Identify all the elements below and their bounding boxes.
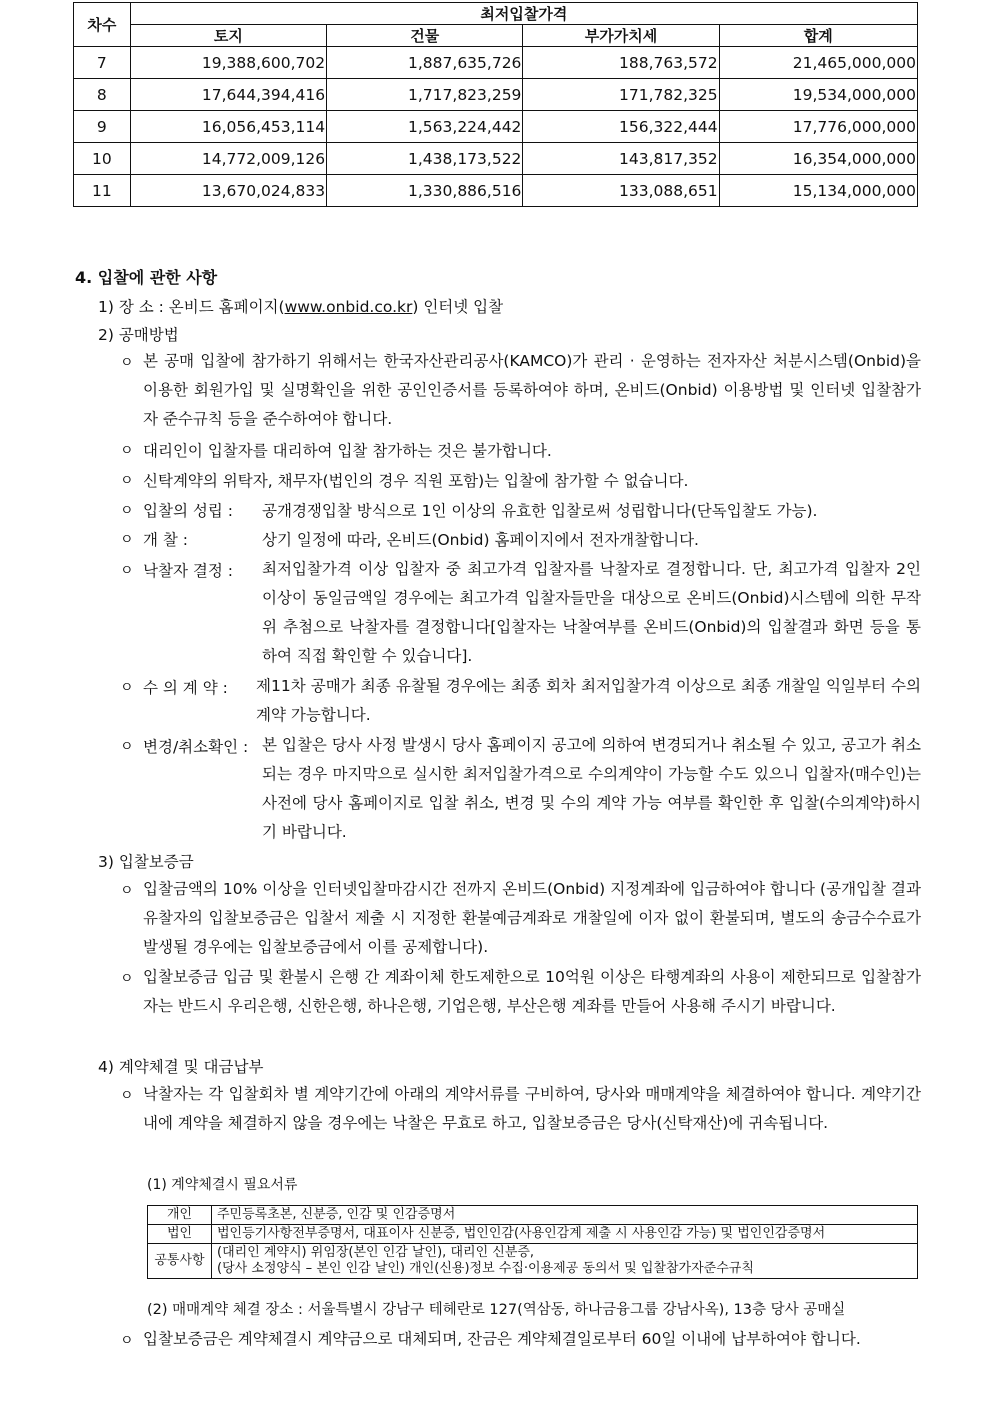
location-prefix: 1) 장 소 : 온비드 홈페이지( <box>98 298 285 316</box>
bullet-icon: ㅇ <box>120 680 134 696</box>
table-row <box>148 1206 918 1225</box>
text-bid-formation: 공개경쟁입찰 방식으로 1인 이상의 유효한 입찰로써 성립합니다(단독입찰도 가능). <box>262 502 818 520</box>
bullet-icon: ㅇ <box>120 532 134 548</box>
label-opening: 개 찰 : <box>143 531 189 549</box>
contract-paragraph-2: 입찰보증금은 계약체결시 계약금으로 대체되며, 잔금은 계약체결일로부터 60일 이내에 납부하여야 합니다. <box>143 1330 861 1348</box>
required-docs-heading: (1) 계약체결시 필요서류 <box>147 1177 298 1193</box>
bullet-icon: ㅇ <box>120 1088 134 1104</box>
cell-building: 1,438,173,522 <box>327 143 523 175</box>
cell-land: 13,670,024,833 <box>130 175 326 207</box>
section-heading: 4. 입찰에 관한 사항 <box>75 268 218 287</box>
bullet-icon: ㅇ <box>120 883 134 899</box>
header-vat: 부가가치세 <box>523 25 719 47</box>
header-min-bid-price: 최저입찰가격 <box>130 3 917 25</box>
docs-key-individual: 개인 <box>148 1206 212 1225</box>
bullet-icon: ㅇ <box>120 971 134 987</box>
cell-land: 19,388,600,702 <box>130 47 326 79</box>
text-private-contract: 제11차 공매가 최종 유찰될 경우에는 최종 회차 최저입찰가격 이상으로 최종 개찰일 익일부터 수의계약 가능합니다. <box>256 677 921 724</box>
item-deposit-heading: 3) 입찰보증금 <box>98 853 194 871</box>
bullet-icon: ㅇ <box>120 473 134 489</box>
cell-building: 1,563,224,442 <box>327 111 523 143</box>
label-bid-formation: 입찰의 성립 : <box>143 502 233 520</box>
deposit-paragraph-2: 입찰보증금 입금 및 환불시 은행 간 계좌이체 한도제한으로 10억원 이상은 타행계좌의 사용이 제한되므로 입찰참가자는 반드시 우리은행, 신한은행, 하나은행, 기업은행, 부산은행 계좌를 만들어 사용해 주시기 바랍니다. <box>143 968 921 1015</box>
bullet-icon: ㅇ <box>120 563 134 579</box>
cell-total: 16,354,000,000 <box>719 143 917 175</box>
table-row <box>74 79 918 111</box>
item-method-heading: 2) 공매방법 <box>98 326 179 344</box>
label-change-cancel: 변경/취소확인 : <box>143 738 249 756</box>
header-total: 합계 <box>719 25 917 47</box>
item-contract-heading: 4) 계약체결 및 대금납부 <box>98 1058 264 1076</box>
bullet-icon: ㅇ <box>120 355 134 371</box>
cell-round: 7 <box>74 47 131 79</box>
cell-land: 14,772,009,126 <box>130 143 326 175</box>
bullet-icon: ㅇ <box>120 443 134 459</box>
method-paragraph-1: 본 공매 입찰에 참가하기 위해서는 한국자산관리공사(KAMCO)가 관리 · 운영하는 전자자산 처분시스템(Onbid)을 이용한 회원가입 및 실명확인을 위한 공인인증서를 등록하여야 하며, 온비드(Onbid) 이용방법 및 인터넷 입찰참가자 준수규칙 등을 준수하여야 합니다. <box>143 352 921 428</box>
cell-building: 1,330,886,516 <box>327 175 523 207</box>
contract-location: (2) 매매계약 체결 장소 : 서울특별시 강남구 테헤란로 127(역삼동, 하나금융그룹 강남사옥), 13층 당사 공매실 <box>147 1302 846 1318</box>
cell-building: 1,717,823,259 <box>327 79 523 111</box>
onbid-link[interactable]: www.onbid.co.kr <box>284 298 413 316</box>
docs-value-corporation: 법인등기사항전부증명서, 대표이사 신분증, 법인인감(사용인감계 제출 시 사용인감 가능) 및 법인인감증명서 <box>212 1225 918 1244</box>
table-subheader-row <box>74 25 918 47</box>
cell-vat: 133,088,651 <box>523 175 719 207</box>
cell-total: 21,465,000,000 <box>719 47 917 79</box>
text-change-cancel: 본 입찰은 당사 사정 발생시 당사 홈페이지 공고에 의하여 변경되거나 취소될 수 있고, 공고가 취소되는 경우 마지막으로 실시한 최저입찰가격으로 수의계약이 가능할 수도 있으니 입찰자(매수인)는 사전에 당사 홈페이지로 입찰 취소, 변경 및 수의 계약 가능 여부를 확인한 후 입찰(수의계약)하시기 바랍니다. <box>262 736 921 841</box>
text-winner-decision: 최저입찰가격 이상 입찰자 중 최고가격 입찰자를 낙찰자로 결정합니다. 단, 최고가격 입찰자 2인 이상이 동일금액일 경우에는 최고가격 입찰자들만을 대상으로 온비드(Onbid)시스템에 의한 무작위 추첨으로 낙찰자를 결정합니다[입찰자는 낙찰여부를 온비드(Onbid)의 입찰결과 화면 등을 통하여 직접 확인할 수 있습니다]. <box>262 560 921 665</box>
cell-land: 17,644,394,416 <box>130 79 326 111</box>
table-row <box>148 1225 918 1244</box>
bullet-icon: ㅇ <box>120 739 134 755</box>
method-paragraph-3: 신탁계약의 위탁자, 채무자(법인의 경우 직원 포함)는 입찰에 참가할 수 없습니다. <box>143 472 689 490</box>
label-private-contract: 수 의 계 약 : <box>143 679 228 697</box>
table-row <box>74 143 918 175</box>
docs-key-common: 공통사항 <box>148 1244 212 1279</box>
bullet-icon: ㅇ <box>120 1333 134 1349</box>
table-header-row <box>74 3 918 25</box>
minimum-bid-price-table <box>73 2 918 207</box>
cell-vat: 188,763,572 <box>523 47 719 79</box>
table-row <box>74 111 918 143</box>
header-land: 토지 <box>130 25 326 47</box>
item-location <box>98 297 503 317</box>
cell-vat: 171,782,325 <box>523 79 719 111</box>
table-row <box>74 175 918 207</box>
required-docs-table <box>147 1205 918 1279</box>
docs-value-individual: 주민등록초본, 신분증, 인감 및 인감증명서 <box>212 1206 918 1225</box>
header-round: 차수 <box>74 3 131 47</box>
cell-round: 10 <box>74 143 131 175</box>
cell-round: 8 <box>74 79 131 111</box>
location-suffix: ) 인터넷 입찰 <box>412 298 504 316</box>
label-winner-decision: 낙찰자 결정 : <box>143 562 233 580</box>
cell-building: 1,887,635,726 <box>327 47 523 79</box>
cell-round: 11 <box>74 175 131 207</box>
text-opening: 상기 일정에 따라, 온비드(Onbid) 홈페이지에서 전자개찰합니다. <box>262 531 699 549</box>
cell-vat: 143,817,352 <box>523 143 719 175</box>
cell-land: 16,056,453,114 <box>130 111 326 143</box>
docs-value-common <box>212 1244 918 1279</box>
cell-total: 15,134,000,000 <box>719 175 917 207</box>
cell-total: 19,534,000,000 <box>719 79 917 111</box>
contract-paragraph-1: 낙찰자는 각 입찰회차 별 계약기간에 아래의 계약서류를 구비하여, 당사와 매매계약을 체결하여야 합니다. 계약기간 내에 계약을 체결하지 않을 경우에는 낙찰은 무효로 하고, 입찰보증금은 당사(신탁재산)에 귀속됩니다. <box>143 1085 921 1132</box>
table-row <box>74 47 918 79</box>
method-paragraph-2: 대리인이 입찰자를 대리하여 입찰 참가하는 것은 불가합니다. <box>143 442 552 460</box>
docs-common-line-1: (대리인 계약시) 위임장(본인 인감 날인), 대리인 신분증, <box>217 1245 535 1260</box>
table-row <box>148 1244 918 1279</box>
cell-vat: 156,322,444 <box>523 111 719 143</box>
deposit-paragraph-1: 입찰금액의 10% 이상을 인터넷입찰마감시간 전까지 온비드(Onbid) 지정계좌에 입금하여야 합니다 (공개입찰 결과 유찰자의 입찰보증금은 입찰서 제출 시 지정한 환불예금계좌로 개찰일에 이자 없이 환불되며, 별도의 송금수수료가 발생될 경우에는 입찰보증금에서 이를 공제합니다). <box>143 880 921 956</box>
cell-total: 17,776,000,000 <box>719 111 917 143</box>
cell-round: 9 <box>74 111 131 143</box>
docs-common-line-2: (당사 소정양식 – 본인 인감 날인) 개인(신용)정보 수집·이용제공 동의서 및 입찰참가자준수규칙 <box>217 1261 754 1276</box>
docs-key-corporation: 법인 <box>148 1225 212 1244</box>
bullet-icon: ㅇ <box>120 503 134 519</box>
header-building: 건물 <box>327 25 523 47</box>
